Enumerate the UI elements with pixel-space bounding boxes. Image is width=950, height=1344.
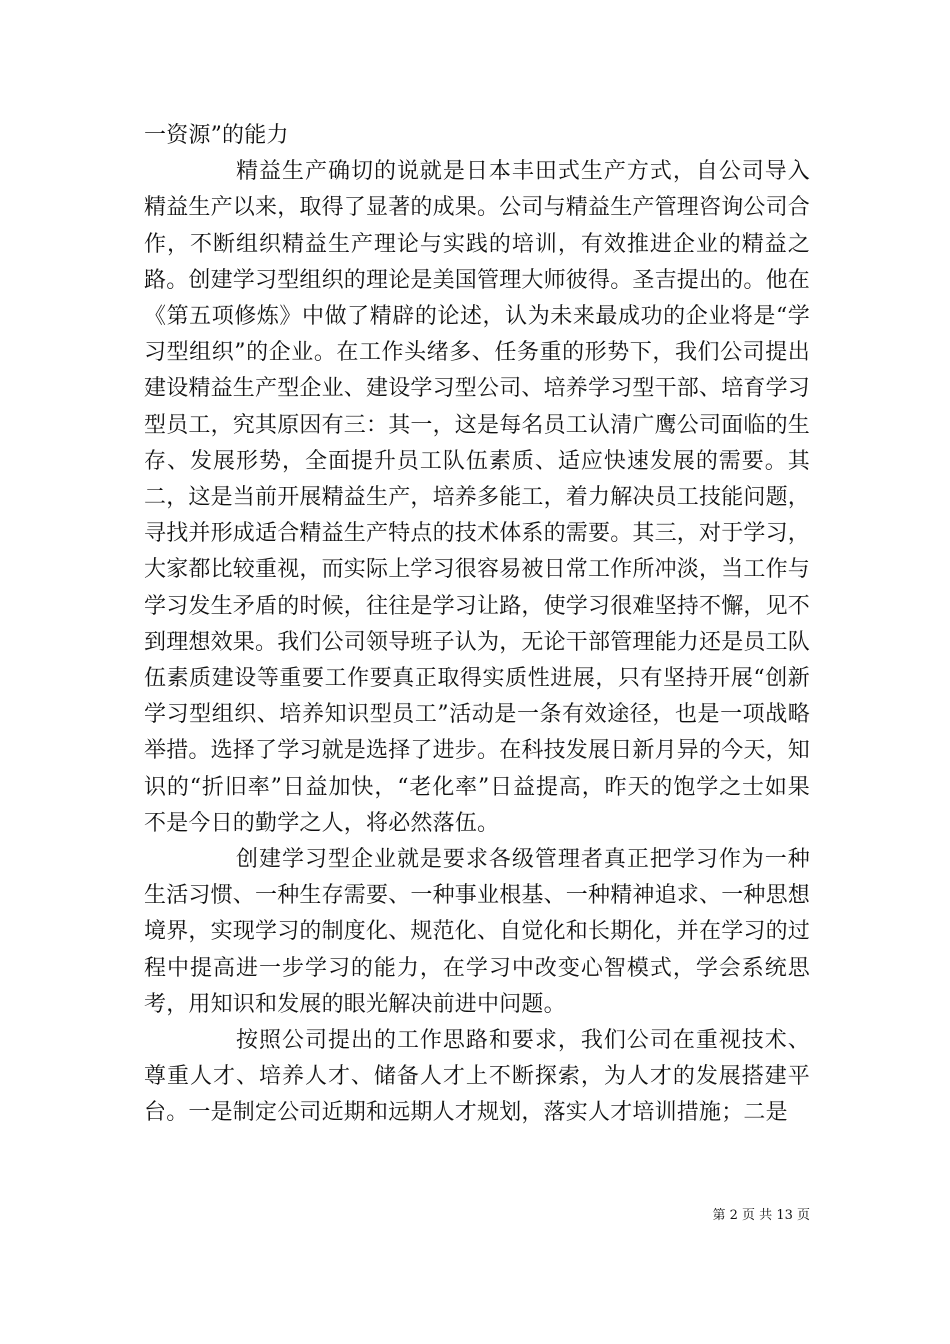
paragraph-continuation: 一资源”的能力 [144,123,289,148]
page-number: 第 2 页 共 13 页 [712,1208,810,1223]
paragraph-lean-production: 精益生产确切的说就是日本丰田式生产方式，自公司导入精益生产以来，取得了显著的成果。公司与精益生产管理咨询公司合作，不断组织精益生产理论与实践的培训，有效推进企业的精益之路。创建学习型组织的理论是美国管理大师彼得。圣吉提出的。他在《第五项修炼》中做了精辟的论述，认为未来最成功的企业将是“学习型组织”的企业。在工作头绪多、任务重的形势下，我们公司提出建设精益生产型企业、建设学习型公司、培养学习型干部、培育学习型员工，究其原因有三：其一，这是每名员工认清广鹰公司面临的生存、发展形势，全面提升员工队伍素质、适应快速发展的需要。其二，这是当前开展精益生产，培养多能工，着力解决员工技能问题，寻找并形成适合精益生产特点的技术体系的需要。其三，对于学习，大家都比较重视，而实际上学习很容易被日常工作所冲淡，当工作与学习发生矛盾的时候，往往是学习让路，使学习很难坚持不懈，见不到理想效果。我们公司领导班子认为，无论干部管理能力还是员工队伍素质建设等重要工作要真正取得实质性进展，只有坚持开展“创新学习型组织、培养知识型员工”活动是一条有效途径，也是一项战略举措。选择了学习就是选择了进步。在科技发展日新月异的今天，知识的“折旧率”日益加快，“老化率”日益提高，昨天的饱学之士如果不是今日的勤学之人，将必然落伍。 [144,159,811,836]
body-text [144,118,810,1132]
paragraph-learning-enterprise: 创建学习型企业就是要求各级管理者真正把学习作为一种生活习惯、一种生存需要、一种事业根基、一种精神追求、一种思想境界，实现学习的制度化、规范化、自觉化和长期化，并在学习的过程中提高进一步学习的能力，在学习中改变心智模式，学会系统思考，用知识和发展的眼光解决前进中问题。 [144,847,811,1017]
paragraph-talent: 按照公司提出的工作思路和要求，我们公司在重视技术、尊重人才、培养人才、储备人才上不断探索，为人才的发展搭建平台。一是制定公司近期和远期人才规划，落实人才培训措施；二是 [144,1028,810,1126]
